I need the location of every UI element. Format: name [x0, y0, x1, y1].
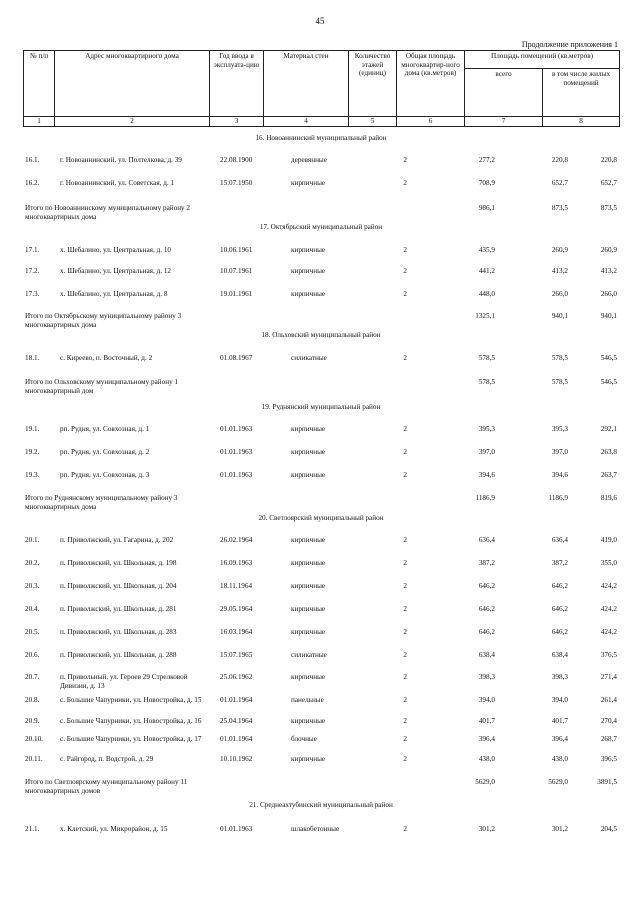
- total-all: 578,5: [551, 378, 568, 386]
- cell-all: 636,4: [551, 536, 568, 544]
- total-living: 546,5: [600, 378, 617, 386]
- col-number: 4: [264, 117, 349, 127]
- cell-material: кирпичные: [291, 267, 326, 275]
- cell-address: х. Шебалино, ул. Центральная, д. 10: [60, 246, 172, 254]
- cell-address: п. Приволжский, ул. Школьная, д. 283: [60, 628, 177, 636]
- cell-material: деревянные: [291, 156, 327, 164]
- cell-all: 397,0: [551, 448, 568, 456]
- cell-living: 260,9: [600, 246, 617, 254]
- cell-material: кирпичные: [291, 471, 326, 479]
- cell-living: 220,8: [600, 156, 617, 164]
- cell-num: 20.2.: [25, 559, 40, 567]
- total-total: 1325,1: [475, 312, 495, 320]
- cell-total: 646,2: [478, 605, 495, 613]
- cell-material: кирпичные: [291, 425, 326, 433]
- cell-date: 18.11.1964: [220, 582, 253, 590]
- total-label: Итого по Ольховскому муниципальному району 1 многоквартирный дом: [25, 378, 179, 395]
- cell-num: 17.3.: [25, 290, 40, 298]
- cell-floors: 2: [403, 825, 407, 833]
- page-number: 45: [315, 16, 325, 26]
- cell-address: с. Большие Чапурники, ул. Новостройка, д. 17: [60, 735, 202, 743]
- cell-num: 21.1.: [25, 825, 40, 833]
- cell-floors: 2: [403, 246, 407, 254]
- section-title: 21. Среднеахтубинский муниципальный район: [249, 801, 393, 809]
- header-material: Материал стен: [264, 51, 349, 117]
- cell-floors: 2: [403, 425, 407, 433]
- cell-address: х. Шебалино, ул. Центральная, д. 12: [60, 267, 172, 275]
- section-title: 18. Ольховский муниципальный район: [261, 331, 381, 339]
- total-all: 1186,9: [548, 494, 568, 502]
- total-label: Итого по Октябрьскому муниципальному району 3 многоквартирных дома: [25, 312, 182, 329]
- table-header: [23, 50, 620, 127]
- cell-floors: 2: [403, 755, 407, 763]
- cell-address: п. Приволжский, ул. Гагарина, д. 202: [60, 536, 174, 544]
- cell-floors: 2: [403, 696, 407, 704]
- cell-num: 19.1.: [25, 425, 40, 433]
- cell-living: 271,4: [600, 673, 617, 681]
- cell-all: 413,2: [551, 267, 568, 275]
- cell-address: с. Большие Чапурники, ул. Новостройка, д. 15: [60, 696, 202, 704]
- cell-floors: 2: [403, 628, 407, 636]
- cell-total: 396,4: [478, 735, 495, 743]
- cell-material: кирпичные: [291, 755, 326, 763]
- cell-all: 578,5: [551, 354, 568, 362]
- total-total: 986,1: [478, 204, 495, 212]
- cell-address: рп. Рудня, ул. Совхозная, д. 2: [60, 448, 150, 456]
- cell-all: 394,6: [551, 471, 568, 479]
- cell-total: 646,2: [478, 628, 495, 636]
- cell-material: кирпичные: [291, 582, 326, 590]
- header-living: в том числе жилых помещений: [543, 69, 620, 117]
- cell-num: 20.5.: [25, 628, 40, 636]
- cell-living: 263,7: [600, 471, 617, 479]
- cell-date: 01.01.1964: [220, 735, 253, 743]
- cell-address: п. Приволжский, ул. Школьная, д. 281: [60, 605, 177, 613]
- cell-all: 395,3: [551, 425, 568, 433]
- col-number: 1: [24, 117, 55, 127]
- cell-address: п. Приволжский, ул. Школьная, д. 288: [60, 651, 177, 659]
- cell-material: кирпичные: [291, 673, 326, 681]
- cell-date: 22.08.1900: [220, 156, 253, 164]
- col-number: 8: [543, 117, 620, 127]
- cell-floors: 2: [403, 582, 407, 590]
- cell-all: 387,2: [551, 559, 568, 567]
- cell-floors: 2: [403, 471, 407, 479]
- cell-living: 396,5: [600, 755, 617, 763]
- cell-num: 16.2.: [25, 179, 40, 187]
- cell-num: 18.1.: [25, 354, 40, 362]
- section-title: 16. Новоаннинский муниципальный район: [255, 134, 387, 142]
- cell-total: 448,0: [478, 290, 495, 298]
- cell-floors: 2: [403, 267, 407, 275]
- cell-num: 20.8.: [25, 696, 40, 704]
- cell-floors: 2: [403, 448, 407, 456]
- header-total-area: Общая площадь многоквартир-ного дома (кв.метров): [397, 51, 465, 117]
- cell-all: 398,3: [551, 673, 568, 681]
- cell-date: 01.01.1964: [220, 696, 253, 704]
- cell-address: п. Приволжский, ул. Школьная, д. 204: [60, 582, 177, 590]
- cell-date: 26.02.1964: [220, 536, 253, 544]
- header-all: всего: [465, 69, 543, 117]
- cell-living: 419,0: [600, 536, 617, 544]
- total-living: 940,1: [600, 312, 617, 320]
- cell-living: 652,7: [600, 179, 617, 187]
- col-number: 2: [55, 117, 210, 127]
- cell-num: 20.6.: [25, 651, 40, 659]
- cell-total: 638,4: [478, 651, 495, 659]
- cell-all: 301,2: [551, 825, 568, 833]
- cell-all: 646,2: [551, 605, 568, 613]
- col-number: 6: [397, 117, 465, 127]
- cell-date: 16.03.1964: [220, 628, 253, 636]
- cell-floors: 2: [403, 735, 407, 743]
- cell-date: 25.06.1962: [220, 673, 253, 681]
- cell-date: 01.01.1963: [220, 471, 253, 479]
- cell-date: 25.04.1964: [220, 717, 253, 725]
- cell-floors: 2: [403, 156, 407, 164]
- cell-num: 19.2.: [25, 448, 40, 456]
- total-label: Итого по Руднянскому муниципальному району 3 многоквартирных дома: [25, 494, 178, 511]
- cell-total: 438,0: [478, 755, 495, 763]
- cell-total: 435,9: [478, 246, 495, 254]
- cell-living: 424,2: [600, 628, 617, 636]
- cell-num: 17.2.: [25, 267, 40, 275]
- cell-material: панельные: [291, 696, 324, 704]
- cell-address: рп. Рудня, ул. Совхозная, д. 3: [60, 471, 150, 479]
- cell-living: 204,5: [600, 825, 617, 833]
- cell-floors: 2: [403, 536, 407, 544]
- cell-all: 638,4: [551, 651, 568, 659]
- cell-num: 20.3.: [25, 582, 40, 590]
- cell-date: 10.07.1961: [220, 267, 253, 275]
- cell-total: 578,5: [478, 354, 495, 362]
- cell-all: 401,7: [551, 717, 568, 725]
- cell-address: с. Киреево, п. Восточный, д. 2: [60, 354, 153, 362]
- cell-total: 277,2: [478, 156, 495, 164]
- cell-material: кирпичные: [291, 179, 326, 187]
- cell-num: 19.3.: [25, 471, 40, 479]
- cell-address: рп. Рудня, ул. Совхозная, д. 1: [60, 425, 150, 433]
- cell-living: 424,2: [600, 605, 617, 613]
- cell-num: 20.7.: [25, 673, 40, 681]
- cell-material: кирпичные: [291, 536, 326, 544]
- continuation-note: Продолжение приложения 1: [521, 40, 618, 49]
- header-premises-area: Площадь помещений (кв.метров): [465, 51, 620, 69]
- cell-date: 01.01.1963: [220, 425, 253, 433]
- cell-all: 438,0: [551, 755, 568, 763]
- total-total: 1186,9: [475, 494, 495, 502]
- cell-date: 01.01.1963: [220, 825, 253, 833]
- cell-date: 01.08.1967: [220, 354, 253, 362]
- cell-date: 01.01.1963: [220, 448, 253, 456]
- cell-date: 16.09.1963: [220, 559, 253, 567]
- cell-material: шлакобетонные: [291, 825, 340, 833]
- cell-total: 397,0: [478, 448, 495, 456]
- cell-floors: 2: [403, 179, 407, 187]
- cell-living: 376,5: [600, 651, 617, 659]
- cell-total: 708,9: [478, 179, 495, 187]
- cell-material: силикатные: [291, 651, 327, 659]
- cell-num: 20.10.: [25, 735, 43, 743]
- cell-living: 268,7: [600, 735, 617, 743]
- cell-material: кирпичные: [291, 448, 326, 456]
- cell-num: 20.1.: [25, 536, 40, 544]
- cell-date: 19.01.1961: [220, 290, 253, 298]
- cell-address: с. Райгород, п. Водстрой, д. 29: [60, 755, 154, 763]
- cell-all: 394,0: [551, 696, 568, 704]
- cell-total: 646,2: [478, 582, 495, 590]
- col-number: 3: [210, 117, 264, 127]
- total-all: 873,5: [551, 204, 568, 212]
- header-address: Адрес многоквартирного дома: [55, 51, 210, 117]
- col-number: 5: [349, 117, 397, 127]
- cell-living: 546,5: [600, 354, 617, 362]
- section-title: 19. Руднянский муниципальный район: [261, 403, 381, 411]
- cell-all: 260,9: [551, 246, 568, 254]
- total-all: 940,1: [551, 312, 568, 320]
- cell-address: п. Приволжский, ул. Школьная, д. 198: [60, 559, 177, 567]
- cell-total: 394,6: [478, 471, 495, 479]
- cell-material: кирпичные: [291, 290, 326, 298]
- section-title: 20. Светлоярский муниципальный район: [258, 514, 384, 522]
- cell-num: 16.1.: [25, 156, 40, 164]
- total-label: Итого по Светлоярскому муниципальному району 11 многоквартирных домов: [25, 778, 188, 795]
- cell-address: г. Новоаннинский, ул. Полтелкова, д. 39: [60, 156, 182, 164]
- cell-living: 270,4: [600, 717, 617, 725]
- cell-date: 15.07.1965: [220, 651, 253, 659]
- cell-date: 15.07.1950: [220, 179, 253, 187]
- cell-living: 413,2: [600, 267, 617, 275]
- total-all: 5629,0: [548, 778, 568, 786]
- cell-total: 398,3: [478, 673, 495, 681]
- cell-address: с. Большие Чапурники, ул. Новостройка, д. 16: [60, 717, 202, 725]
- cell-all: 646,2: [551, 582, 568, 590]
- cell-total: 394,0: [478, 696, 495, 704]
- cell-address: х. Клетский, ул. Микрорайон, д. 15: [60, 825, 168, 833]
- cell-address: п. Привольный, ул. Героев 29 Стрелковой Дивизии, д. 13: [60, 673, 188, 690]
- cell-all: 220,8: [551, 156, 568, 164]
- cell-living: 424,2: [600, 582, 617, 590]
- header-floors: Количество этажей (единиц): [349, 51, 397, 117]
- cell-living: 261,4: [600, 696, 617, 704]
- cell-floors: 2: [403, 290, 407, 298]
- cell-living: 292,1: [600, 425, 617, 433]
- cell-living: 266,0: [600, 290, 617, 298]
- cell-all: 652,7: [551, 179, 568, 187]
- cell-material: кирпичные: [291, 559, 326, 567]
- cell-material: блочные: [291, 735, 317, 743]
- cell-material: силикатные: [291, 354, 327, 362]
- cell-material: кирпичные: [291, 628, 326, 636]
- cell-total: 301,2: [478, 825, 495, 833]
- cell-material: кирпичные: [291, 605, 326, 613]
- cell-num: 20.11.: [25, 755, 43, 763]
- cell-address: г. Новоаннинский, ул. Советская, д. 1: [60, 179, 175, 187]
- cell-total: 395,3: [478, 425, 495, 433]
- cell-num: 17.1.: [25, 246, 40, 254]
- cell-date: 10.10.1962: [220, 755, 253, 763]
- cell-total: 401,7: [478, 717, 495, 725]
- total-living: 819,6: [600, 494, 617, 502]
- cell-living: 355,0: [600, 559, 617, 567]
- cell-num: 20.9.: [25, 717, 40, 725]
- col-number: 7: [465, 117, 543, 127]
- cell-floors: 2: [403, 717, 407, 725]
- cell-total: 636,4: [478, 536, 495, 544]
- header-num: № п/п: [24, 51, 55, 117]
- cell-floors: 2: [403, 673, 407, 681]
- cell-floors: 2: [403, 605, 407, 613]
- cell-total: 387,2: [478, 559, 495, 567]
- header-year: Год ввода в эксплуата-цию: [210, 51, 264, 117]
- cell-floors: 2: [403, 651, 407, 659]
- cell-material: кирпичные: [291, 246, 326, 254]
- cell-floors: 2: [403, 354, 407, 362]
- cell-num: 20.4.: [25, 605, 40, 613]
- cell-floors: 2: [403, 559, 407, 567]
- cell-all: 646,2: [551, 628, 568, 636]
- total-total: 578,5: [478, 378, 495, 386]
- cell-all: 266,0: [551, 290, 568, 298]
- cell-material: кирпичные: [291, 717, 326, 725]
- total-living: 873,5: [600, 204, 617, 212]
- cell-date: 10.06.1961: [220, 246, 253, 254]
- total-label: Итого по Новоаннинскому муниципальному району 2 многоквартирных дома: [25, 204, 191, 221]
- cell-all: 396,4: [551, 735, 568, 743]
- total-living: 3891,5: [597, 778, 617, 786]
- cell-total: 441,2: [478, 267, 495, 275]
- section-title: 17. Октябрьский муниципальный район: [259, 223, 383, 231]
- cell-address: х. Шебалино, ул. Центральная, д. 8: [60, 290, 168, 298]
- cell-date: 29.05.1964: [220, 605, 253, 613]
- total-total: 5629,0: [475, 778, 495, 786]
- cell-living: 263,8: [600, 448, 617, 456]
